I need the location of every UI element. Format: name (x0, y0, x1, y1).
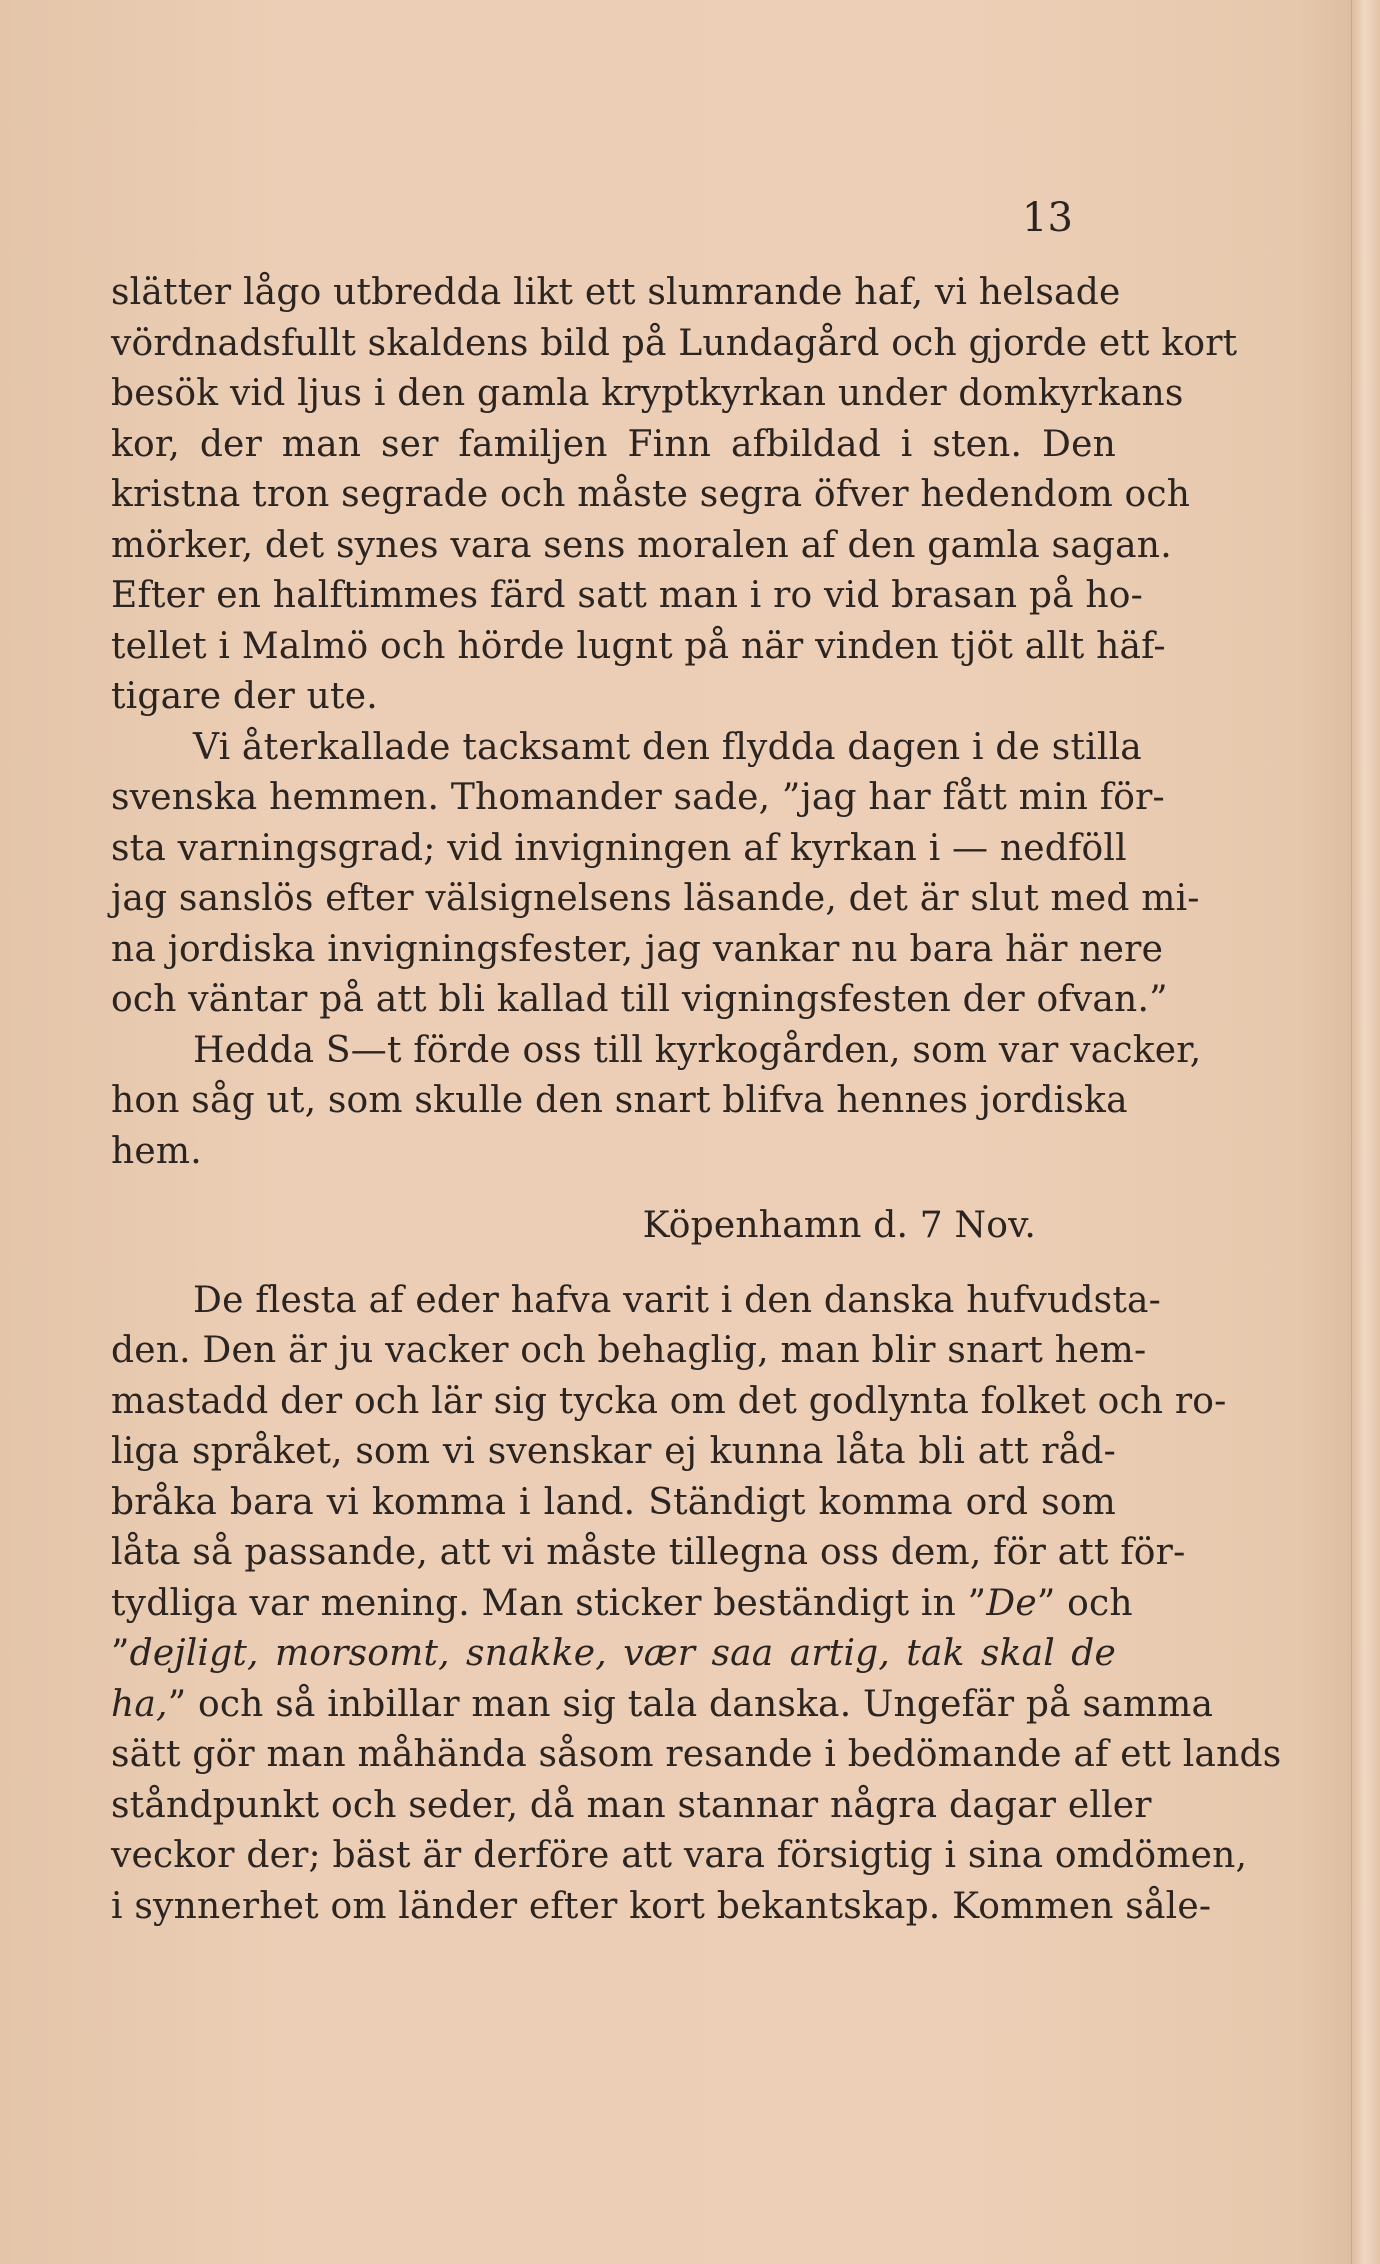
text-line: och väntar på att bli kallad till vigningsfesten der ofvan.” (111, 979, 1168, 1020)
text-line: slätter lågo utbredda likt ett slumrande haf, vi helsade (111, 272, 1121, 313)
text-segment: ” (111, 1633, 130, 1674)
text-line: hem. (111, 1130, 202, 1172)
text-line: svenska hemmen. Thomander sade, ”jag har fått min för- (111, 777, 1165, 818)
text-segment: ” och (1036, 1582, 1133, 1624)
page-number: 13 (1022, 195, 1073, 241)
text-line: liga språket, som vi svenskar ej kunna låta bli att råd- (111, 1431, 1116, 1472)
text-segment: tydliga var mening. Man sticker beständigt in ” (111, 1582, 987, 1624)
text-line: De flesta af eder hafva varit i den danska hufvudsta- (193, 1279, 1162, 1321)
italic-segment: De (986, 1582, 1037, 1624)
text-line-mixed (111, 1629, 1116, 1680)
text-line: sätt gör man måhända såsom resande i bedömande af ett lands (111, 1734, 1282, 1775)
text-line: vördnadsfullt skaldens bild på Lundagård och gjorde ett kort (111, 322, 1238, 364)
text-line: kor, der man ser familjen Finn afbildad i sten. Den (111, 423, 1116, 465)
page-edge (1351, 0, 1380, 2264)
text-line: den. Den är ju vacker och behaglig, man blir snart hem- (111, 1330, 1147, 1371)
text-line: sta varningsgrad; vid invigningen af kyrkan i — nedföll (111, 827, 1127, 869)
text-line: mastadd der och lär sig tycka om det godlynta folket och ro- (111, 1380, 1227, 1422)
text-line: besök vid ljus i den gamla kryptkyrkan under domkyrkans (111, 373, 1184, 414)
body-text (111, 268, 1282, 1932)
text-line-mixed (111, 1579, 1133, 1630)
text-line: tellet i Malmö och hörde lugnt på när vinden tjöt allt häf- (111, 625, 1166, 667)
text-line: na jordiska invigningsfester, jag vankar nu bara här nere (111, 928, 1164, 970)
text-line: Efter en halftimmes färd satt man i ro vid brasan på ho- (111, 575, 1144, 616)
text-line: mörker, det synes vara sens moralen af den gamla sagan. (111, 524, 1172, 566)
text-segment: ” och så inbillar man sig tala danska. Ungefär på samma (167, 1683, 1214, 1725)
text-line: hon såg ut, som skulle den snart blifva hennes jordiska (111, 1080, 1128, 1121)
text-line-mixed (111, 1680, 1214, 1731)
italic-segment: dejligt, morsomt, snakke, vær saa artig, tak skal de (129, 1633, 1116, 1674)
text-line: tigare der ute. (111, 676, 378, 717)
text-line: bråka bara vi komma i land. Ständigt komma ord som (111, 1481, 1116, 1523)
text-line: kristna tron segrade och måste segra öfver hedendom och (111, 474, 1191, 515)
dateline: Köpenhamn d. 7 Nov. (642, 1205, 1036, 1246)
text-line: veckor der; bäst är derföre att vara försigtig i sina omdömen, (111, 1835, 1248, 1876)
text-line: i synnerhet om länder efter kort bekantskap. Kommen såle- (111, 1885, 1212, 1927)
text-line: Hedda S—t förde oss till kyrkogården, som var vacker, (193, 1029, 1202, 1071)
text-line: jag sanslös efter välsignelsens läsande, det är slut med mi- (111, 878, 1200, 919)
italic-segment: ha, (111, 1683, 168, 1725)
text-line: Vi återkallade tacksamt den flydda dagen i de stilla (193, 726, 1142, 768)
text-line: låta så passande, att vi måste tillegna oss dem, för att för- (111, 1532, 1186, 1573)
text-line: ståndpunkt och seder, då man stannar några dagar eller (111, 1784, 1152, 1826)
